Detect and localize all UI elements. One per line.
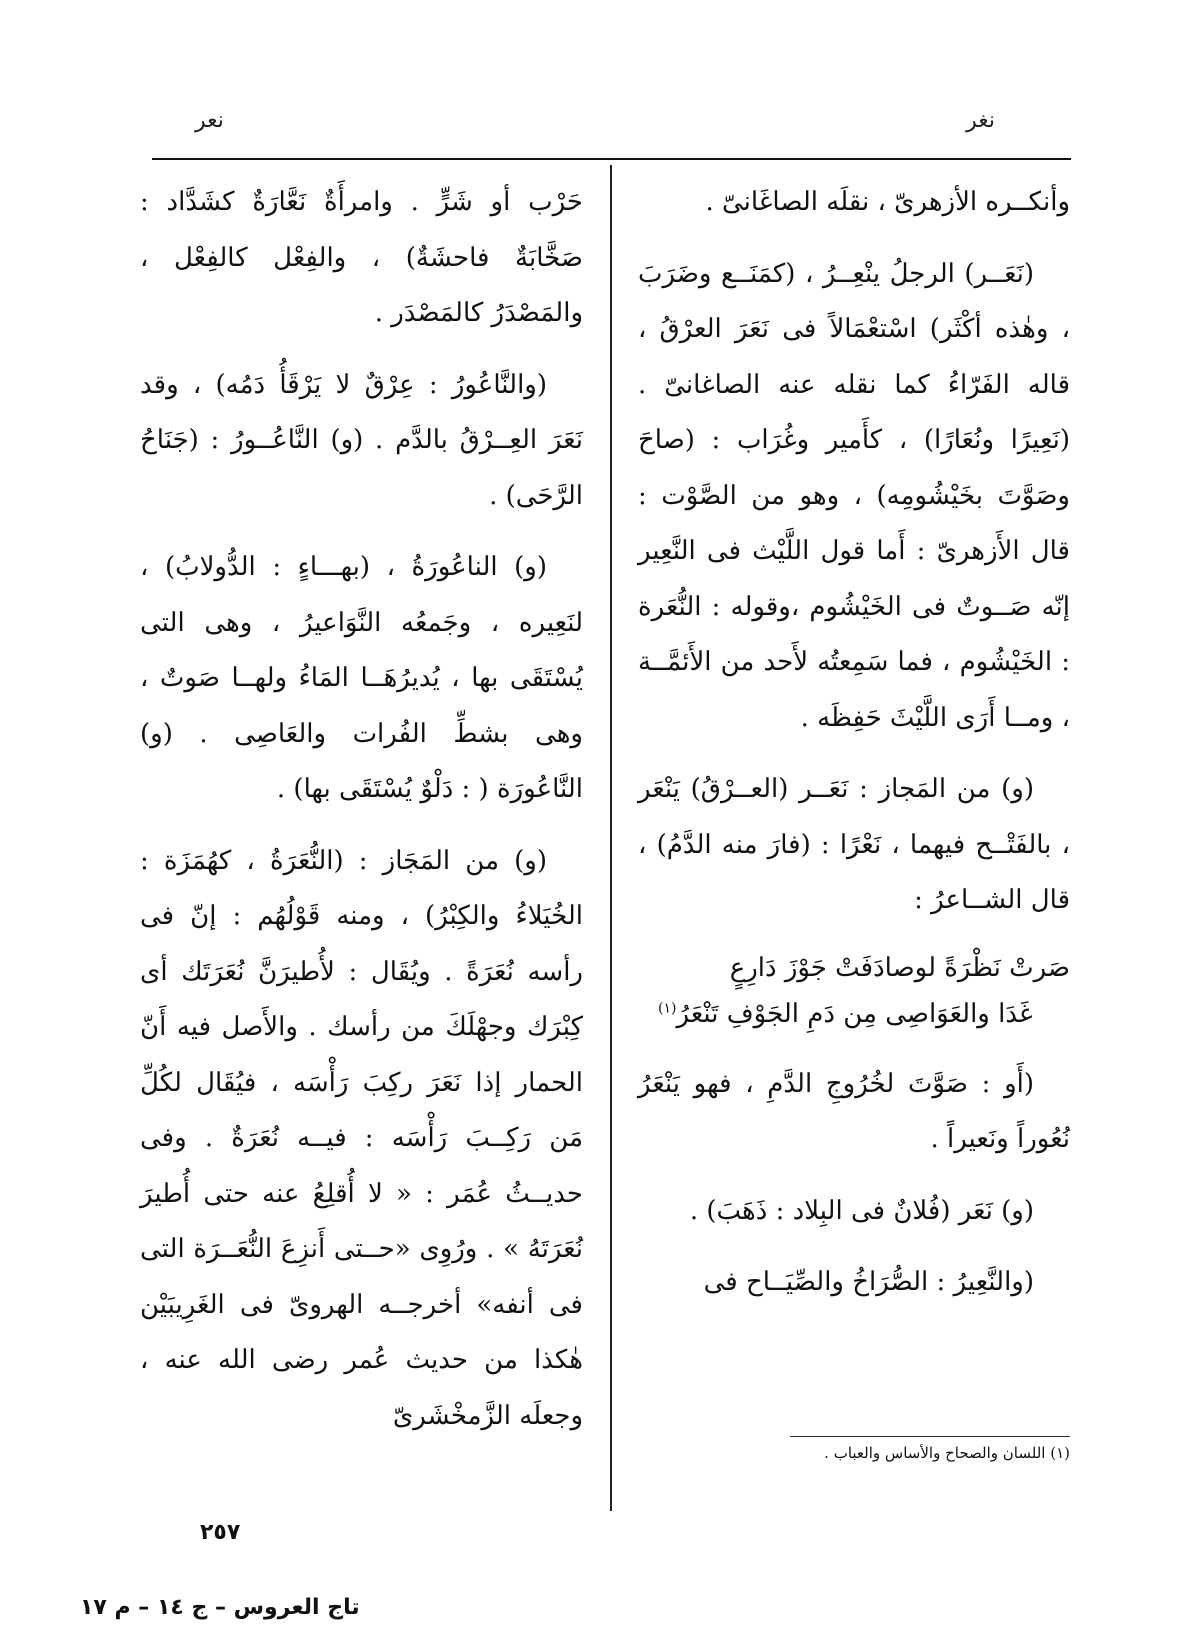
- footnote: (١) اللسان والصحاح والأساس والعباب .: [824, 1444, 1070, 1462]
- left-paragraph-3: (و) الناعُورَةُ ، (بهـــاءٍ : الدُّولابُ) ، لنَعِيره ، وجَمعُه النَّوَاعيرُ ، وهى التى يُسْتَقَى بها ، يُديرُهَــا المَاءُ ولهــا صَوتٌ ، وهى بشطِّ الفُرات والعَاصِى . (و) النَّاعُورَة ( : دَلْوٌ يُسْتَقَى بها) .: [140, 552, 583, 804]
- verse-hemistich-2: [638, 991, 1070, 1037]
- column-divider: [610, 165, 612, 1511]
- left-column: [140, 175, 583, 1460]
- left-paragraph-1: حَرْب أو شَرٍّ . وامرأَةٌ نَعَّارَةٌ كشَدَّاد : صَخَّابَةٌ فاحشَةٌ) ، والفِعْل كالفِعْل ، والمَصْدَرُ كالمَصْدَر .: [140, 187, 583, 328]
- footnote-rule: [790, 1436, 1070, 1437]
- page-number: ٢٥٧: [200, 1520, 241, 1545]
- right-paragraph-5: (و) نَعَر (فُلانٌ فى البِلاد : ذَهَبَ) .: [689, 1195, 1034, 1226]
- right-paragraph-1: وأنكــره الأزهرىّ ، نقلَه الصاغَانىّ .: [705, 187, 1070, 217]
- right-paragraph-3: (و) من المَجاز : نَعَــر (العــرْقُ) يَنْعَر ، بالفَتْــح فيهما ، نَعْرًا : (فارَ منه الدَّمُ) ، قال الشــاعرُ :: [638, 774, 1070, 915]
- running-header-right: نغر: [966, 108, 995, 133]
- right-paragraph-2: (نَعَــر) الرجلُ ينْعِــرُ ، (كمَنَــع وضَرَبَ ، وهٰذه أكْثَر) اسْتعْمَالاً فى نَعَرَ العرْقُ ، قاله الفَرّاءُ كما نقله عنه الصاغانىّ . (نَعِيرًا ونُعَارًا) ، كأَمير وغُرَاب : (صاحَ وصَوَّتَ بخَيْشُومِه) ، وهو من الصَّوْت : قال الأَزهرىّ : أَما قول اللَّيْث فى النَّعِير إنّه صَــوتٌ فى الخَيْشُوم ،وقوله : النُّعَرة : الخَيْشُوم ، فما سَمِعتُه لأَحد من الأَئمَّــة ، ومــا أَرَى اللَّيْثَ حَفِظَه .: [638, 258, 1070, 733]
- header-rule: [152, 158, 1071, 160]
- running-header-left: نعر: [195, 108, 224, 133]
- left-paragraph-2: (والنَّاعُورُ : عِرْقٌ لا يَرْقَأُ دَمُه) ، وقد نَعَرَ العِــرْقُ بالدَّم . (و) النَّاعُــورُ : (جَنَاحُ الرَّحَى) .: [140, 369, 583, 511]
- left-paragraph-4: (و) من المَجَاز : (النُّعَرَةُ ، كهُمَزَة : الخُيَلاءُ والكِبْرُ) ، ومنه قَوْلُهُم : إنّ فى رأسه نُعَرَةً . ويُقَال : لأُطيرَنَّ نُعَرَتَك أى كِبْرَك وجهْلَكَ من رأسك . والأَصل فيه أَنّ الحمار إذا نَعَرَ ركِبَ رَأْسَه ، فيُقَال لكُلِّ مَن رَكِــبَ رَأْسَه : فيــه نُعَرَةٌ . وفى حديــثُ عُمَر : « لا أُقلِعُ عنه حتى أُطيرَ نُعَرَتَهُ » . ورُوِى «حــتى أَنزِعَ النُّعَــرَة التى فى أنفه» أخرجــه الهروىّ فى الغَرِيبَيْن هٰكذا من حديث عُمر رضى الله عنه ، وجعلَه الزَّمخْشَرىّ: [140, 845, 583, 1431]
- right-column: [638, 175, 1070, 1327]
- verse-hemistich-1: صَرتْ نَظْرَةً لوصادَفَتْ جَوْزَ دَارِعٍ: [729, 952, 1070, 983]
- right-paragraph-6: (والنَّعِيرُ : الصُّرَاخُ والصِّيَــاح فى: [703, 1267, 1034, 1297]
- verse-hemistich-2-text: غَدَا والعَوَاصِى مِن دَمِ الجَوْفِ تَنْعَرُ: [676, 998, 1033, 1029]
- poem-verse: [638, 945, 1070, 1037]
- right-paragraph-4: (أَو : صَوَّتَ لخُرُوجِ الدَّمِ ، فهو يَنْعَرُ نُعُوراً ونَعيراً .: [638, 1068, 1070, 1154]
- footnote-marker: (١): [658, 999, 677, 1016]
- printer-signature: تاج العروس – ج ١٤ – م ١٧: [80, 1595, 360, 1620]
